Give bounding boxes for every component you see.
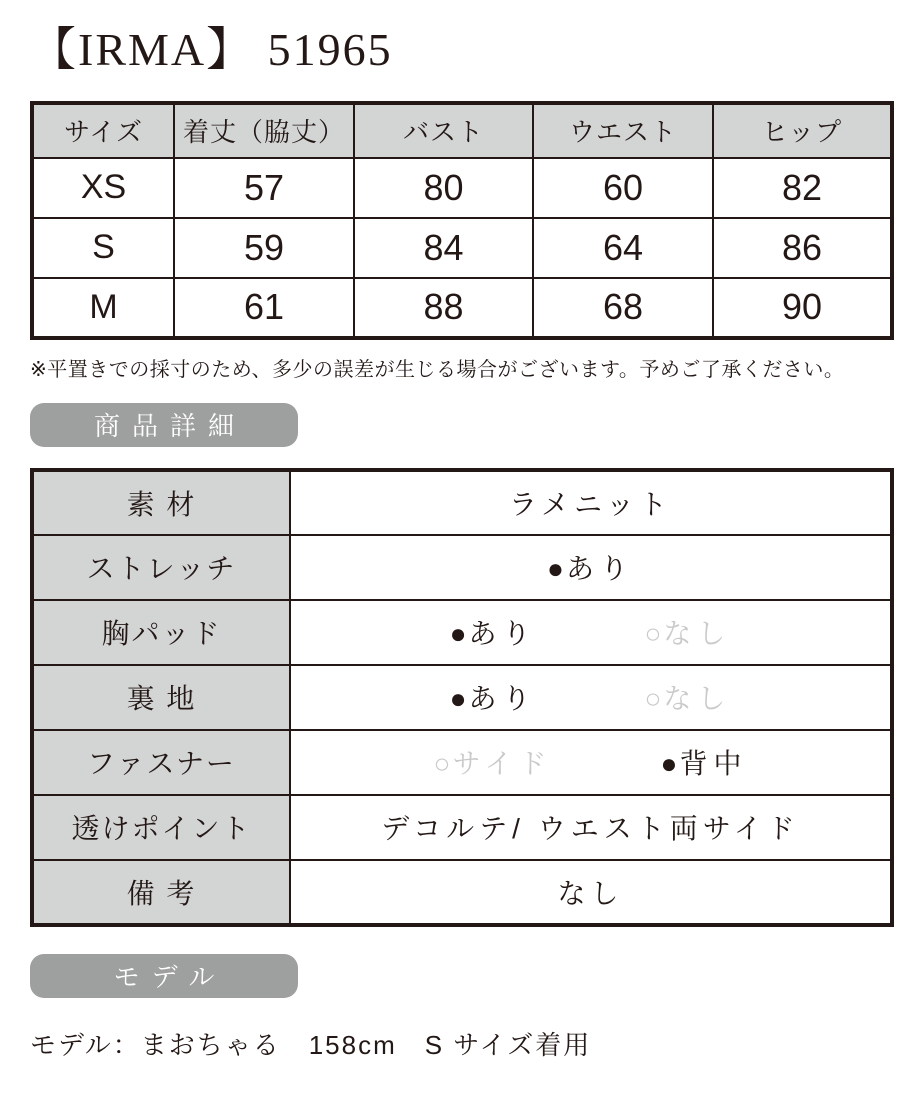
detail-value: ラメニット <box>290 470 892 535</box>
size-col-header: ウエスト <box>533 103 713 158</box>
detail-label: 素 材 <box>32 470 290 535</box>
radio-empty-icon: ○ <box>433 748 451 780</box>
radio-empty-icon: ○ <box>644 618 662 650</box>
radio-filled-icon: ● <box>660 748 678 780</box>
size-cell: 86 <box>713 218 892 278</box>
size-cell: 59 <box>174 218 354 278</box>
detail-row <box>32 535 892 600</box>
detail-value: デコルテ/ ウエスト両サイド <box>290 795 892 860</box>
size-row <box>32 158 892 218</box>
detail-options <box>292 742 889 782</box>
detail-row <box>32 600 892 665</box>
detail-options <box>292 612 889 652</box>
option-selected <box>450 677 537 717</box>
model-section-heading <box>30 954 298 998</box>
option-unselected <box>645 677 732 717</box>
option-unselected <box>434 742 553 782</box>
size-cell: 61 <box>174 278 354 338</box>
detail-label: ファスナー <box>32 730 290 795</box>
detail-label: ストレッチ <box>32 535 290 600</box>
size-cell: 60 <box>533 158 713 218</box>
details-section-heading <box>30 403 298 447</box>
size-label: M <box>32 278 174 338</box>
radio-filled-icon: ● <box>547 553 564 585</box>
option-label: あり <box>468 683 537 715</box>
size-table-header-row <box>32 103 892 158</box>
detail-options <box>292 547 889 587</box>
size-cell: 90 <box>713 278 892 338</box>
size-cell: 82 <box>713 158 892 218</box>
measurement-note: ※平置きでの採寸のため、多少の誤差が生じる場合がございます。予めご了承ください。 <box>30 358 845 381</box>
option-label: サイド <box>452 748 553 780</box>
page-title: 【IRMA】 51965 <box>30 24 393 75</box>
size-cell: 88 <box>354 278 533 338</box>
detail-row <box>32 470 892 535</box>
size-label: XS <box>32 158 174 218</box>
detail-value <box>290 535 892 600</box>
detail-label: 透けポイント <box>32 795 290 860</box>
option-selected <box>450 612 537 652</box>
option-label: なし <box>663 618 732 650</box>
size-cell: 64 <box>533 218 713 278</box>
radio-empty-icon: ○ <box>644 683 662 715</box>
size-row <box>32 278 892 338</box>
detail-row <box>32 795 892 860</box>
detail-options <box>292 677 889 717</box>
model-section-heading-label: モデル <box>113 962 227 993</box>
size-cell: 57 <box>174 158 354 218</box>
size-row <box>32 218 892 278</box>
radio-filled-icon: ● <box>449 618 467 650</box>
radio-filled-icon: ● <box>449 683 467 715</box>
size-col-header: バスト <box>354 103 533 158</box>
size-cell: 84 <box>354 218 533 278</box>
detail-row <box>32 860 892 925</box>
option-selected <box>547 547 634 587</box>
option-unselected <box>645 612 732 652</box>
size-col-header: ヒップ <box>713 103 892 158</box>
option-label: あり <box>468 618 537 650</box>
detail-row <box>32 730 892 795</box>
option-selected <box>661 742 748 782</box>
option-label: あり <box>565 553 634 585</box>
detail-row <box>32 665 892 730</box>
size-col-header: サイズ <box>32 103 174 158</box>
size-table <box>30 101 894 340</box>
detail-value: なし <box>290 860 892 925</box>
option-label: 背中 <box>679 748 748 780</box>
detail-value <box>290 665 892 730</box>
details-table <box>30 468 894 927</box>
size-cell: 68 <box>533 278 713 338</box>
size-cell: 80 <box>354 158 533 218</box>
size-col-header: 着丈（脇丈） <box>174 103 354 158</box>
size-label: S <box>32 218 174 278</box>
option-label: なし <box>663 683 732 715</box>
detail-label: 裏 地 <box>32 665 290 730</box>
detail-label: 胸パッド <box>32 600 290 665</box>
detail-value <box>290 730 892 795</box>
detail-label: 備 考 <box>32 860 290 925</box>
detail-value <box>290 600 892 665</box>
model-info: モデル：まおちゃる 158cm S サイズ着用 <box>30 1029 592 1060</box>
details-section-heading-label: 商品詳細 <box>93 411 246 442</box>
